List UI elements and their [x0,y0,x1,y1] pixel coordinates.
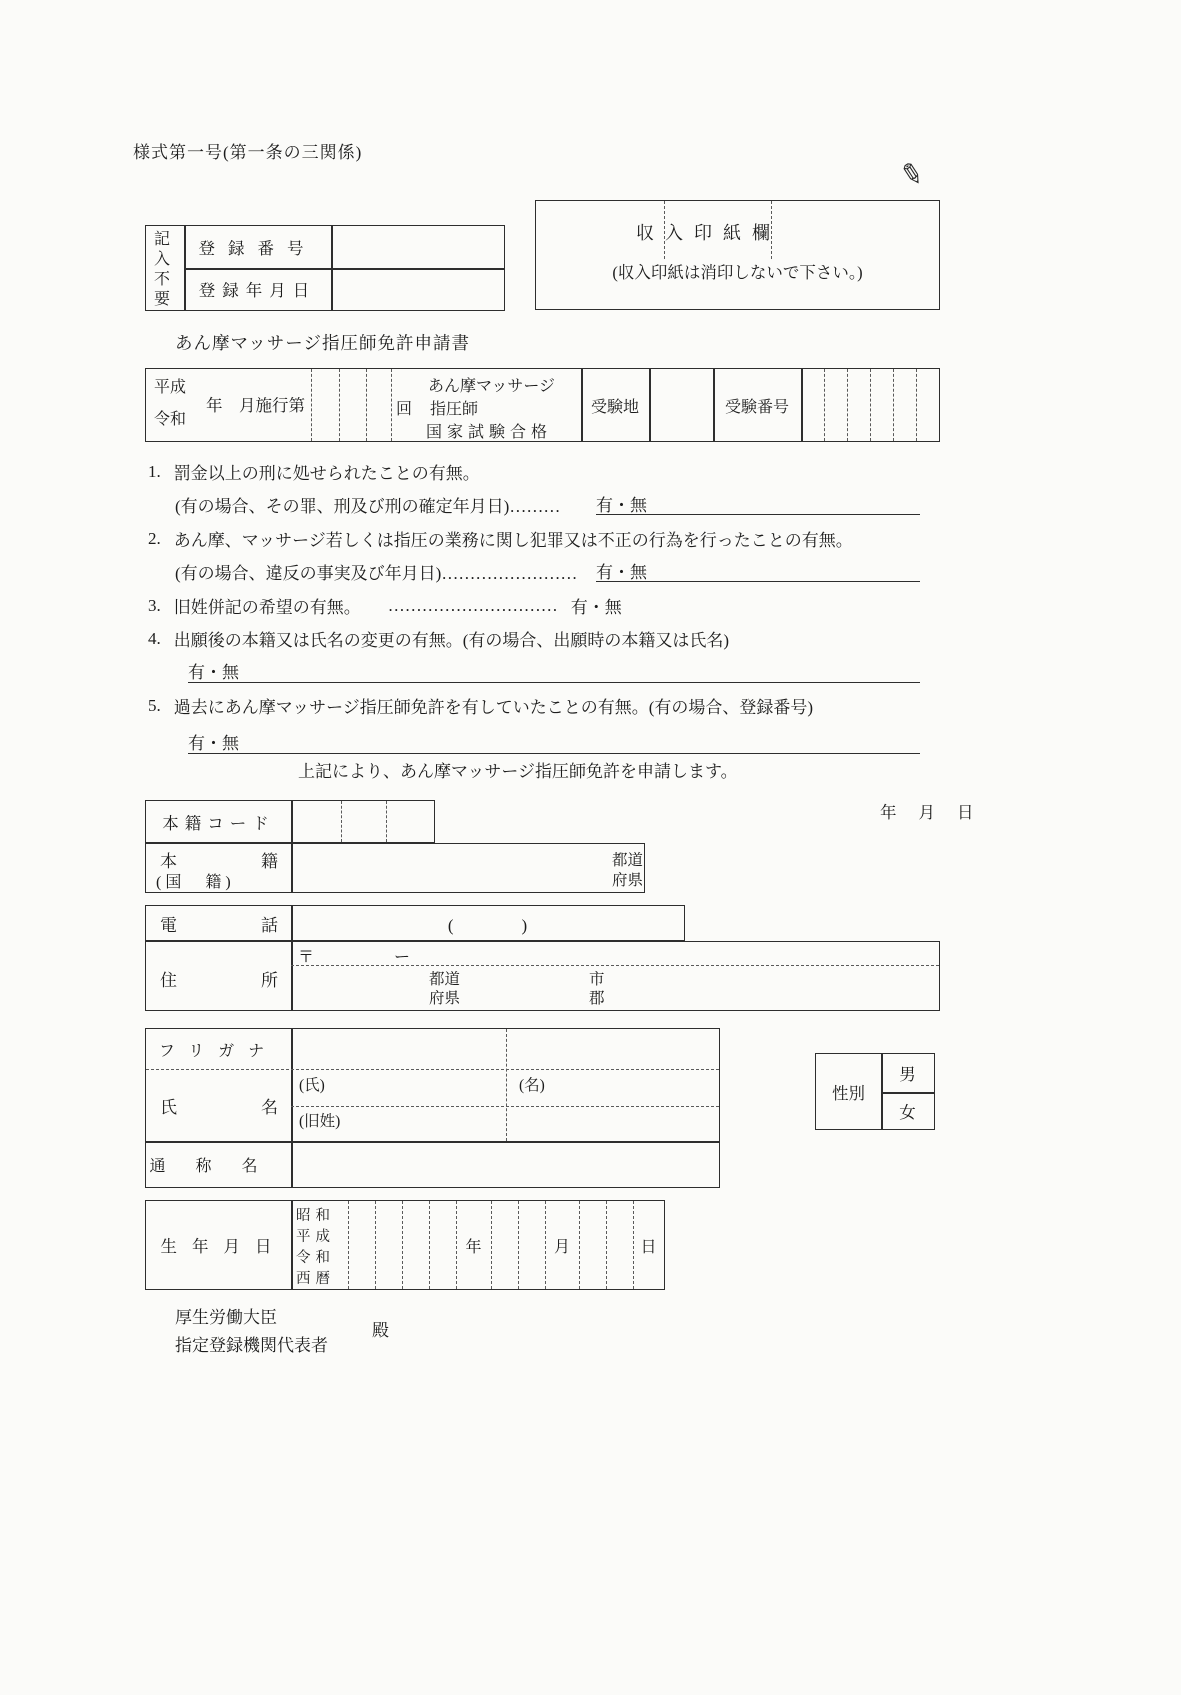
question-5-number: 5. [148,695,161,715]
prefecture-suffix-line1: 都道 [612,852,644,869]
declaration-text: 上記により、あん摩マッサージ指圧師免許を申請します。 [298,762,738,781]
address-city-suffix-line1: 市 [589,971,605,988]
date-month-label: 月 [918,803,935,822]
registration-box [145,225,505,311]
q1-choice[interactable]: 有・無 [596,496,647,515]
question-4-number: 4. [148,628,161,648]
q5-answer-line[interactable] [188,729,920,754]
question-4 [148,626,729,651]
pen-icon: ✎ [896,157,927,194]
registration-number-label: 登録番号 [198,239,317,258]
exam-number-field[interactable] [801,369,939,441]
postal-code-field[interactable] [291,942,939,965]
gender-label: 性別 [832,1083,865,1103]
prefecture-suffix-line2: 府県 [612,872,644,889]
family-name-hint: (氏) [299,1077,325,1094]
address-label: 住所 [160,971,362,990]
question-5 [148,693,813,718]
phone-row [145,905,685,941]
question-1-number: 1. [148,461,161,481]
question-2-text: あん摩、マッサージ若しくは指圧の業務に関し犯罪又は不正の行為を行ったことの有無。 [173,531,853,550]
era-heisei-label: 平成 [154,379,187,396]
birthdate-table [145,1200,665,1290]
revenue-stamp-box[interactable] [535,200,940,310]
no-entry-label: 記入不要 [154,231,171,308]
question-1-text: 罰金以上の刑に処せられたことの有無。 [173,464,480,483]
q2-answer-line[interactable] [596,558,920,582]
question-4-text: 出願後の本籍又は氏名の変更の有無。(有の場合、出願時の本籍又は氏名) [173,631,730,650]
cell-divider [391,369,392,441]
q3-choice[interactable]: 有・無 [570,598,622,617]
date-day-label: 日 [957,803,974,822]
q1-answer-line[interactable] [596,491,920,515]
stamp-box-note: (収入印紙は消印しないで下さい。) [612,263,863,282]
stamp-box-title: 収入印紙欄 [636,223,781,243]
question-3 [148,593,622,618]
question-3-dots: ………………………… [387,595,558,615]
question-1 [148,459,480,484]
addressee-line2: 指定登録機関代表者 [175,1336,328,1355]
address-field[interactable] [291,965,939,1010]
honseki-field[interactable] [291,844,609,892]
question-2-number: 2. [148,528,161,548]
gender-female-option[interactable]: 女 [899,1102,916,1122]
name-table [145,1028,720,1188]
exam-round-field[interactable] [311,369,391,441]
alias-field[interactable] [291,1141,719,1187]
birth-era-reiwa[interactable]: 令和 [296,1250,335,1266]
question-2-sub: (有の場合、違反の事実及び年月日)…………………… [175,564,578,583]
address-city-suffix-line2: 郡 [589,990,605,1007]
birth-year-label: 年 [465,1238,482,1256]
question-5-text: 過去にあん摩マッサージ指圧師免許を有していたことの有無。(有の場合、登録番号) [173,698,814,717]
address-row [145,941,940,1011]
name-label: 氏名 [160,1098,362,1117]
date-year-label: 年 [880,803,897,822]
given-name-hint: (名) [519,1077,545,1094]
maiden-name-hint: (旧姓) [299,1113,341,1130]
q2-choice[interactable]: 有・無 [596,563,647,582]
furigana-label: フリガナ [158,1042,279,1060]
exam-session-prefix: 年 月施行第 [206,396,305,415]
registration-date-label: 登録年月日 [198,281,317,300]
phone-label: 電話 [160,916,362,935]
exam-place-field[interactable] [649,369,713,441]
birth-month-label: 月 [553,1238,570,1256]
family-name-field[interactable] [291,1069,506,1106]
exam-table [145,368,940,442]
honseki-row [145,843,645,893]
birth-era-heisei[interactable]: 平成 [296,1229,335,1245]
exam-name-line3: 国家試験合格 [426,424,553,441]
exam-name-line2: 指圧師 [430,401,479,418]
birth-era-showa[interactable]: 昭和 [296,1208,335,1224]
gender-male-option[interactable]: 男 [899,1065,916,1084]
honseki-label: 本籍 [160,852,362,871]
postal-mark: 〒 [298,949,315,966]
exam-round-suffix: 回 [396,401,413,418]
question-3-number: 3. [148,595,161,615]
registration-date-field[interactable] [331,268,504,310]
phone-field[interactable]: ( ) [447,915,528,935]
addressee-honorific: 殿 [372,1321,389,1340]
address-prefecture-suffix-line2: 府県 [429,990,461,1007]
question-2 [148,526,853,551]
birthdate-label: 生年月日 [160,1237,287,1256]
form-number: 様式第一号(第一条の三関係) [133,143,363,162]
given-name-field[interactable] [506,1069,719,1106]
date-line [880,799,974,823]
q4-answer-line[interactable] [188,658,920,683]
nationality-label: (国 籍) [156,874,235,891]
honseki-code-field[interactable] [291,801,434,842]
honseki-code-row [145,800,435,843]
cell-divider [291,1201,293,1289]
birthdate-field[interactable] [348,1201,664,1289]
address-prefecture-suffix-line1: 都道 [429,971,461,988]
honseki-code-label: 本籍コード [162,813,275,833]
question-1-sub: (有の場合、その罪、刑及び刑の確定年月日)……… [175,497,561,516]
addressee-line1: 厚生労働大臣 [175,1308,277,1327]
q5-choice[interactable]: 有・無 [188,734,239,753]
postal-dash: ー [394,949,411,966]
era-reiwa-label: 令和 [154,411,187,428]
exam-place-label: 受験地 [590,398,639,416]
q4-choice[interactable]: 有・無 [188,663,239,682]
maiden-name-field[interactable] [291,1106,719,1141]
furigana-field[interactable] [291,1029,719,1069]
exam-number-label: 受験番号 [724,398,789,416]
gender-box [815,1053,935,1130]
question-3-text: 旧姓併記の希望の有無。 [173,598,361,617]
alias-label: 通称名 [149,1157,288,1175]
registration-number-field[interactable] [331,226,504,268]
birth-era-seireki[interactable]: 西暦 [296,1271,335,1287]
birth-day-label: 日 [640,1238,657,1256]
form-title: あん摩マッサージ指圧師免許申請書 [175,333,470,353]
exam-name-line1: あん摩マッサージ [428,378,556,395]
